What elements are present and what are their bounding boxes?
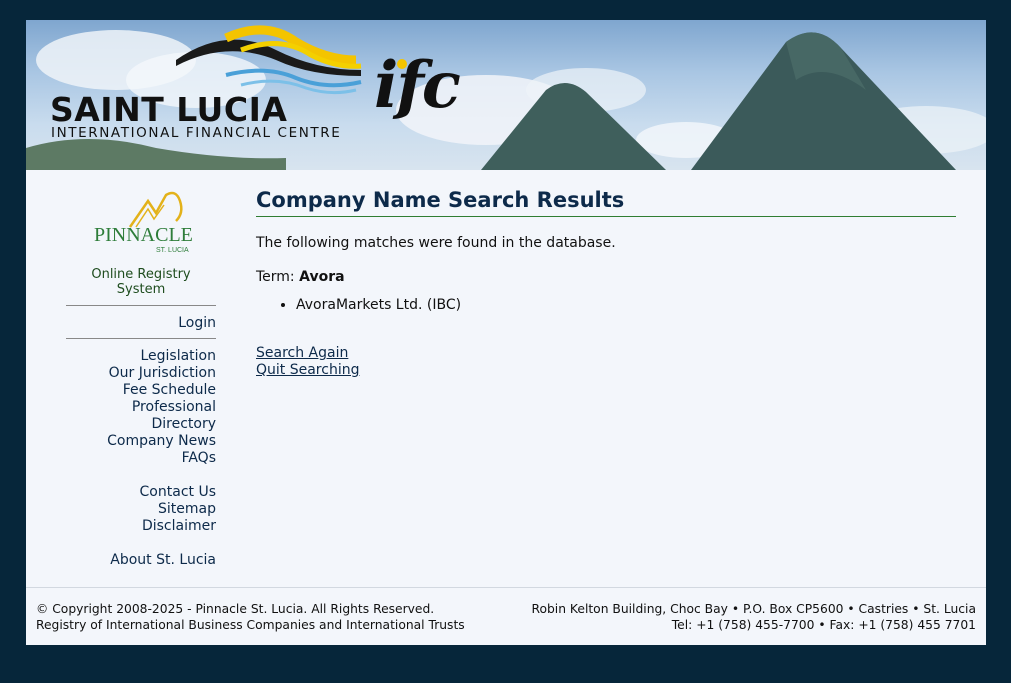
results-list [256,297,956,314]
nav-company-news[interactable]: Company News [107,433,216,449]
search-term-value: Avora [299,269,345,285]
nav-fee-schedule[interactable]: Fee Schedule [122,382,216,398]
footer-address: Robin Kelton Building, Choc Bay • P.O. Box CP5600 • Castries • St. Lucia [531,602,976,616]
result-item[interactable]: • AvoraMarkets Ltd. (IBC) [296,297,956,314]
nav-faqs[interactable]: FAQs [181,450,216,466]
nav-our-jurisdiction[interactable]: Our Jurisdiction [108,365,216,381]
registry-label: Online Registry System [66,267,216,306]
brand-title: SAINT LUCIA [50,90,288,129]
nav-spacer [66,535,216,552]
result-actions [256,345,956,379]
nav-sitemap[interactable]: Sitemap [158,501,216,517]
pinnacle-logo[interactable] [90,187,200,257]
pinnacle-logo-title: PINNACLE [94,224,193,246]
sidebar [66,185,216,569]
footer-right [531,601,976,633]
footer-left [36,601,465,633]
nav-legislation[interactable]: Legislation [140,348,216,364]
nav-tertiary [66,552,216,569]
search-again-link[interactable]: Search Again [256,345,349,361]
login-link[interactable]: Login [178,315,216,331]
pinnacle-logo-subtitle: ST. LUCIA [156,247,189,254]
nav-about-st-lucia[interactable]: About St. Lucia [110,552,216,568]
quit-searching-link[interactable]: Quit Searching [256,362,360,378]
nav-contact-us[interactable]: Contact Us [139,484,216,500]
nav-secondary [66,484,216,535]
header-banner [26,20,986,170]
login-section [66,306,216,339]
results-intro: The following matches were found in the database. [256,235,616,251]
nav-spacer [66,467,216,484]
nav-professional-directory[interactable]: Professional Directory [131,399,216,432]
footer-registry: Registry of International Business Companies and International Trusts [36,618,465,632]
nav-primary [66,348,216,467]
footer-contact: Tel: +1 (758) 455-7700 • Fax: +1 (758) 455 7701 [671,618,976,632]
footer-copyright: © Copyright 2008-2025 - Pinnacle St. Lucia. All Rights Reserved. [36,602,435,616]
brand-subtitle: INTERNATIONAL FINANCIAL CENTRE [51,125,342,141]
ifc-logo-text: ifc [374,48,459,123]
search-term-label: Term: [256,269,295,285]
main-content [256,188,956,379]
page-frame [26,20,986,645]
page-title: Company Name Search Results [256,188,956,217]
nav-disclaimer[interactable]: Disclaimer [141,518,216,534]
footer [26,587,986,646]
search-term [256,269,956,285]
